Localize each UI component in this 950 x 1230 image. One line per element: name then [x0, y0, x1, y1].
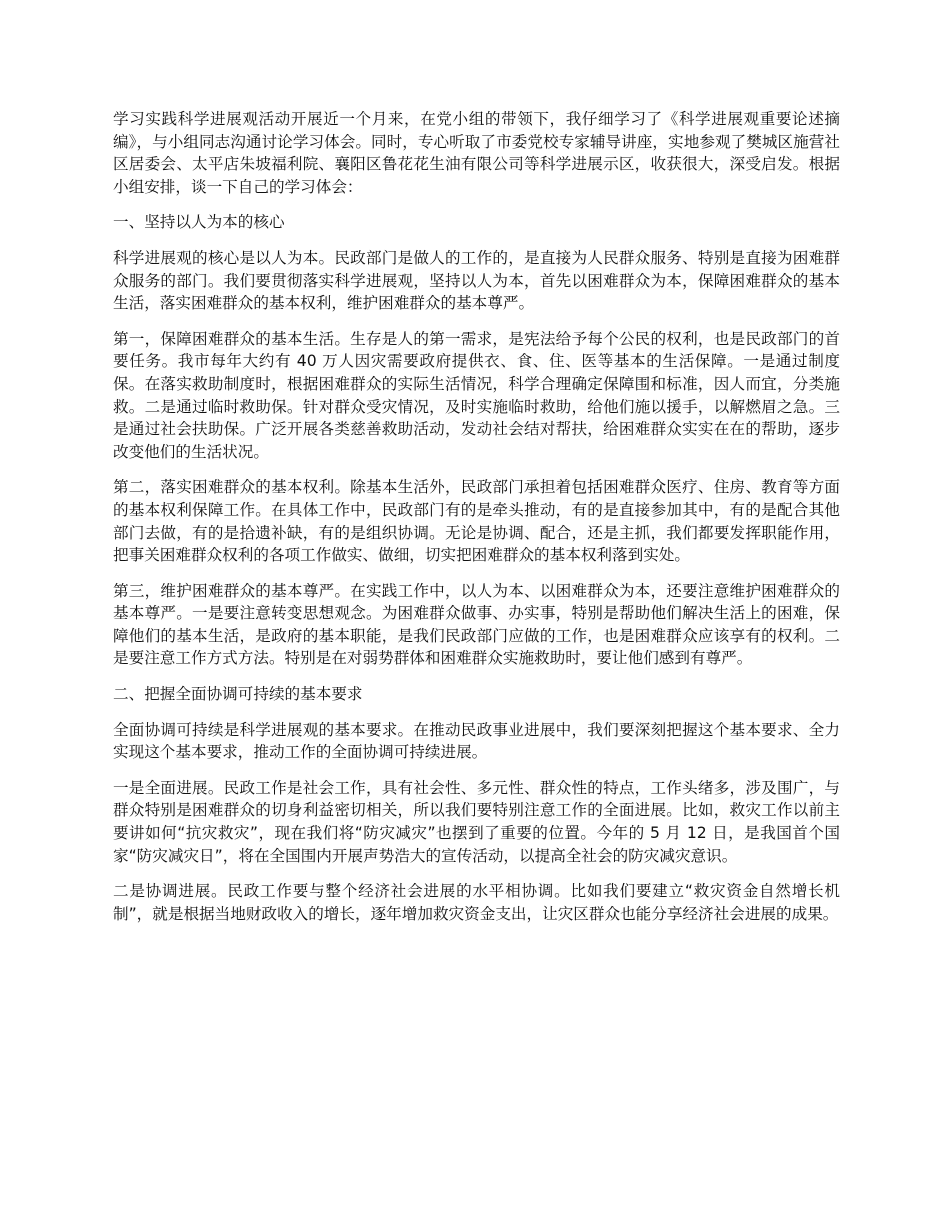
document-page [113, 108, 840, 938]
section-heading-1: 一、坚持以人为本的核心 [113, 213, 285, 232]
section-heading-2: 二、把握全面协调可持续的基本要求 [113, 685, 363, 704]
paragraph-comprehensive-progress: 一是全面进展。民政工作是社会工作，具有社会性、多元性、群众性的特点，工作头绪多，涉及围广，与群众特别是困难群众的切身利益密切相关，所以我们要特别注意工作的全面进展。比如，救灾工作以前主要讲如何“抗灾救灾”，现在我们将“防灾减灾”也摆到了重要的位置。今年的 5 月 12 日，是我国首个国家“防灾减灾日”，将在全国围内开展声势浩大的宣传活动，以提高全社会的防灾减灾意识。 [113, 778, 840, 865]
paragraph-coordinated-progress: 二是协调进展。民政工作要与整个经济社会进展的水平相协调。比如我们要建立“救灾资金自然增长机制”，就是根据当地财政收入的增长，逐年增加救灾资金支出，让灾区群众也能分享经济社会进展的成果。 [113, 882, 840, 923]
paragraph-core-people: 科学进展观的核心是以人为本。民政部门是做人的工作的，是直接为人民群众服务、特别是直接为困难群众服务的部门。我们要贯彻落实科学进展观，坚持以人为本，首先以困难群众为本，保障困难群众的基本生活，落实困难群众的基本权利，维护困难群众的基本尊严。 [113, 248, 840, 313]
paragraph-basic-rights: 第二，落实困难群众的基本权利。除基本生活外，民政部门承担着包括困难群众医疗、住房、教育等方面的基本权利保障工作。在具体工作中，民政部门有的是牵头推动，有的是直接参加其中，有的是配合其他部门去做，有的是拾遗补缺，有的是组织协调。无论是协调、配合，还是主抓，我们都要发挥职能作用，把事关困难群众权利的各项工作做实、做细，切实把困难群众的基本权利落到实处。 [113, 478, 840, 565]
paragraph-basic-requirement: 全面协调可持续是科学进展观的基本要求。在推动民政事业进展中，我们要深刻把握这个基本要求、全力实现这个基本要求，推动工作的全面协调可持续进展。 [113, 720, 840, 762]
intro-paragraph: 学习实践科学进展观活动开展近一个月来，在党小组的带领下，我仔细学习了《科学进展观重要论述摘编》，与小组同志沟通讨论学习体会。同时，专心听取了市委党校专家辅导讲座，实地参观了樊城区施营社区居委会、太平店朱坡福利院、襄阳区鲁花花生油有限公司等科学进展示区，收获很大，深受启发。根据小组安排，谈一下自己的学习体会： [113, 110, 840, 196]
paragraph-basic-dignity: 第三，维护困难群众的基本尊严。在实践工作中，以人为本、以困难群众为本，还要注意维护困难群众的基本尊严。一是要注意转变思想观念。为困难群众做事、办实事，特别是帮助他们解决生活上的困难，保障他们的基本生活，是政府的基本职能，是我们民政部门应做的工作，也是困难群众应该享有的权利。二是要注意工作方式方法。特别是在对弱势群体和困难群众实施救助时，要让他们感到有尊严。 [113, 581, 840, 668]
paragraph-basic-living: 第一，保障困难群众的基本生活。生存是人的第一需求，是宪法给予每个公民的权利，也是民政部门的首要任务。我市每年大约有 40 万人因灾需要政府提供衣、食、住、医等基本的生活保障。一是通过制度保。在落实救助制度时，根据困难群众的实际生活情况，科学合理确定保障围和标准，因人而宜，分类施救。二是通过临时救助保。针对群众受灾情况，及时实施临时救助，给他们施以援手，以解燃眉之急。三是通过社会扶助保。广泛开展各类慈善救助活动，发动社会结对帮扶，给困难群众实实在在的帮助，逐步改变他们的生活状况。 [113, 329, 840, 461]
